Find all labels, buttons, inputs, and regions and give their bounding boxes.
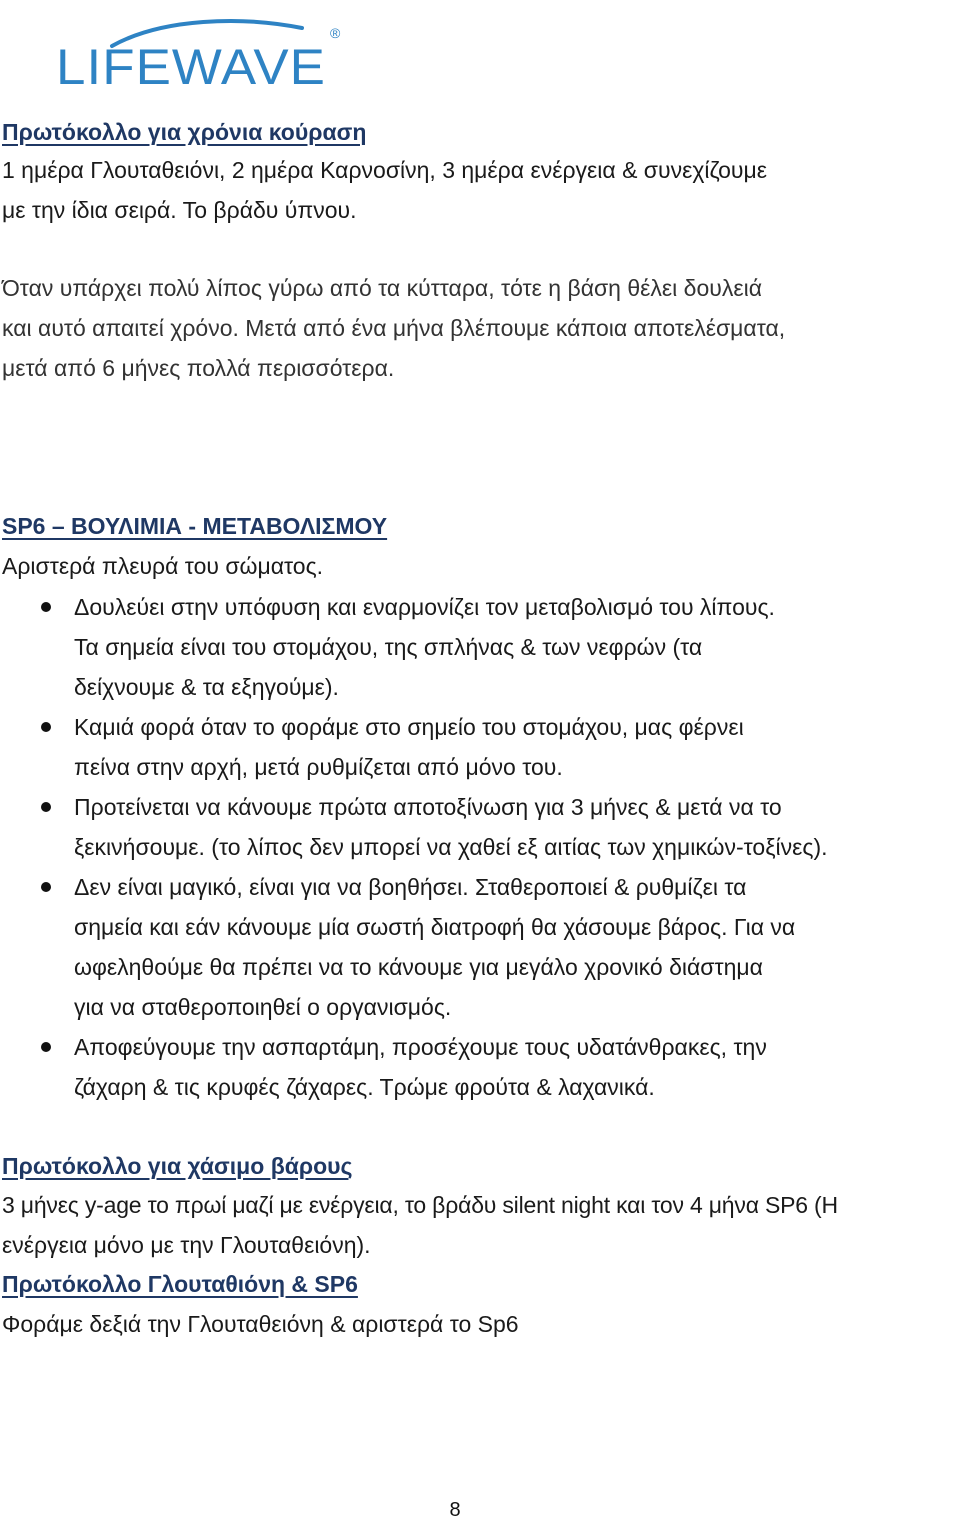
sp6-bullet-3-line-1: Προτείνεται να κάνουμε πρώτα αποτοξίνωση για 3 μήνες & μετά να το xyxy=(74,794,782,820)
page-number: 8 xyxy=(449,1499,461,1521)
bullet-dot xyxy=(41,1042,51,1052)
fatigue-line-2: με την ίδια σειρά. Το βράδυ ύπνου. xyxy=(2,197,357,223)
fatigue-paragraph-line-2: και αυτό απαιτεί χρόνο. Μετά από ένα μήνα βλέπουμε κάποια αποτελέσματα, xyxy=(2,315,786,341)
logo-registered-mark: ® xyxy=(330,25,341,41)
sp6-heading: SP6 – ΒΟΥΛΙΜΙΑ - ΜΕΤΑΒΟΛΙΣΜΟΥ xyxy=(2,513,388,539)
bullet-dot xyxy=(41,882,51,892)
fatigue-paragraph-line-1: Όταν υπάρχει πολύ λίπος γύρω από τα κύτταρα, τότε η βάση θέλει δουλειά xyxy=(2,275,762,301)
sp6-bullet-1-line-1: Δουλεύει στην υπόφυση και εναρμονίζει τον μεταβολισμό του λίπους. xyxy=(74,594,775,620)
glutathione-sp6-heading: Πρωτόκολλο Γλουταθιόνη & SP6 xyxy=(2,1271,358,1297)
glutathione-sp6-line: Φοράμε δεξιά την Γλουταθειόνη & αριστερά το Sp6 xyxy=(2,1311,519,1337)
bullet-dot xyxy=(41,802,51,812)
sp6-bullet-1-line-2: Τα σημεία είναι του στομάχου, της σπλήνας & των νεφρών (τα xyxy=(74,634,703,660)
fatigue-paragraph-line-3: μετά από 6 μήνες πολλά περισσότερα. xyxy=(2,355,395,381)
weight-loss-protocol-heading: Πρωτόκολλο για χάσιμο βάρους xyxy=(2,1153,353,1179)
fatigue-protocol-heading: Πρωτόκολλο για χρόνια κούραση xyxy=(2,119,367,145)
sp6-bullet-4-line-3: ωφεληθούμε θα πρέπει να το κάνουμε για μεγάλο χρονικό διάστημα xyxy=(74,954,763,980)
sp6-bullet-5-line-1: Αποφεύγουμε την ασπαρτάμη, προσέχουμε τους υδατάνθρακες, την xyxy=(74,1034,767,1060)
weight-loss-line-1: 3 μήνες y-age το πρωί μαζί με ενέργεια, το βράδυ silent night και τον 4 μήνα SP6 (Η xyxy=(2,1192,838,1218)
sp6-subtitle: Αριστερά πλευρά του σώματος. xyxy=(2,553,324,579)
logo-wordmark: LIFEWAVE xyxy=(56,39,326,94)
sp6-bullet-4-line-1: Δεν είναι μαγικό, είναι για να βοηθήσει. Σταθεροποιεί & ρυθμίζει τα xyxy=(74,874,747,900)
sp6-bullet-4-line-4: για να σταθεροποιηθεί ο οργανισμός. xyxy=(74,994,452,1020)
sp6-bullet-1-line-3: δείχνουμε & τα εξηγούμε). xyxy=(74,674,339,700)
sp6-bullet-4-line-2: σημεία και εάν κάνουμε μία σωστή διατροφή θα χάσουμε βάρος. Για να xyxy=(74,914,796,940)
sp6-bullet-5-line-2: ζάχαρη & τις κρυφές ζάχαρες. Τρώμε φρούτα & λαχανικά. xyxy=(74,1074,655,1100)
lifewave-logo xyxy=(52,14,352,94)
fatigue-line-1: 1 ημέρα Γλουταθειόνι, 2 ημέρα Καρνοσίνη, 3 ημέρα ενέργεια & συνεχίζουμε xyxy=(2,157,767,183)
sp6-bullet-3-line-2: ξεκινήσουμε. (το λίπος δεν μπορεί να χαθεί εξ αιτίας των χημικών-τοξίνες). xyxy=(74,834,828,860)
bullet-dot xyxy=(41,602,51,612)
sp6-bullet-2-line-2: πείνα στην αρχή, μετά ρυθμίζεται από μόνο του. xyxy=(74,754,563,780)
sp6-bullet-2-line-1: Καμιά φορά όταν το φοράμε στο σημείο του στομάχου, μας φέρνει xyxy=(74,714,744,740)
bullet-dot xyxy=(41,722,51,732)
weight-loss-line-2: ενέργεια μόνο με την Γλουταθειόνη). xyxy=(2,1232,371,1258)
